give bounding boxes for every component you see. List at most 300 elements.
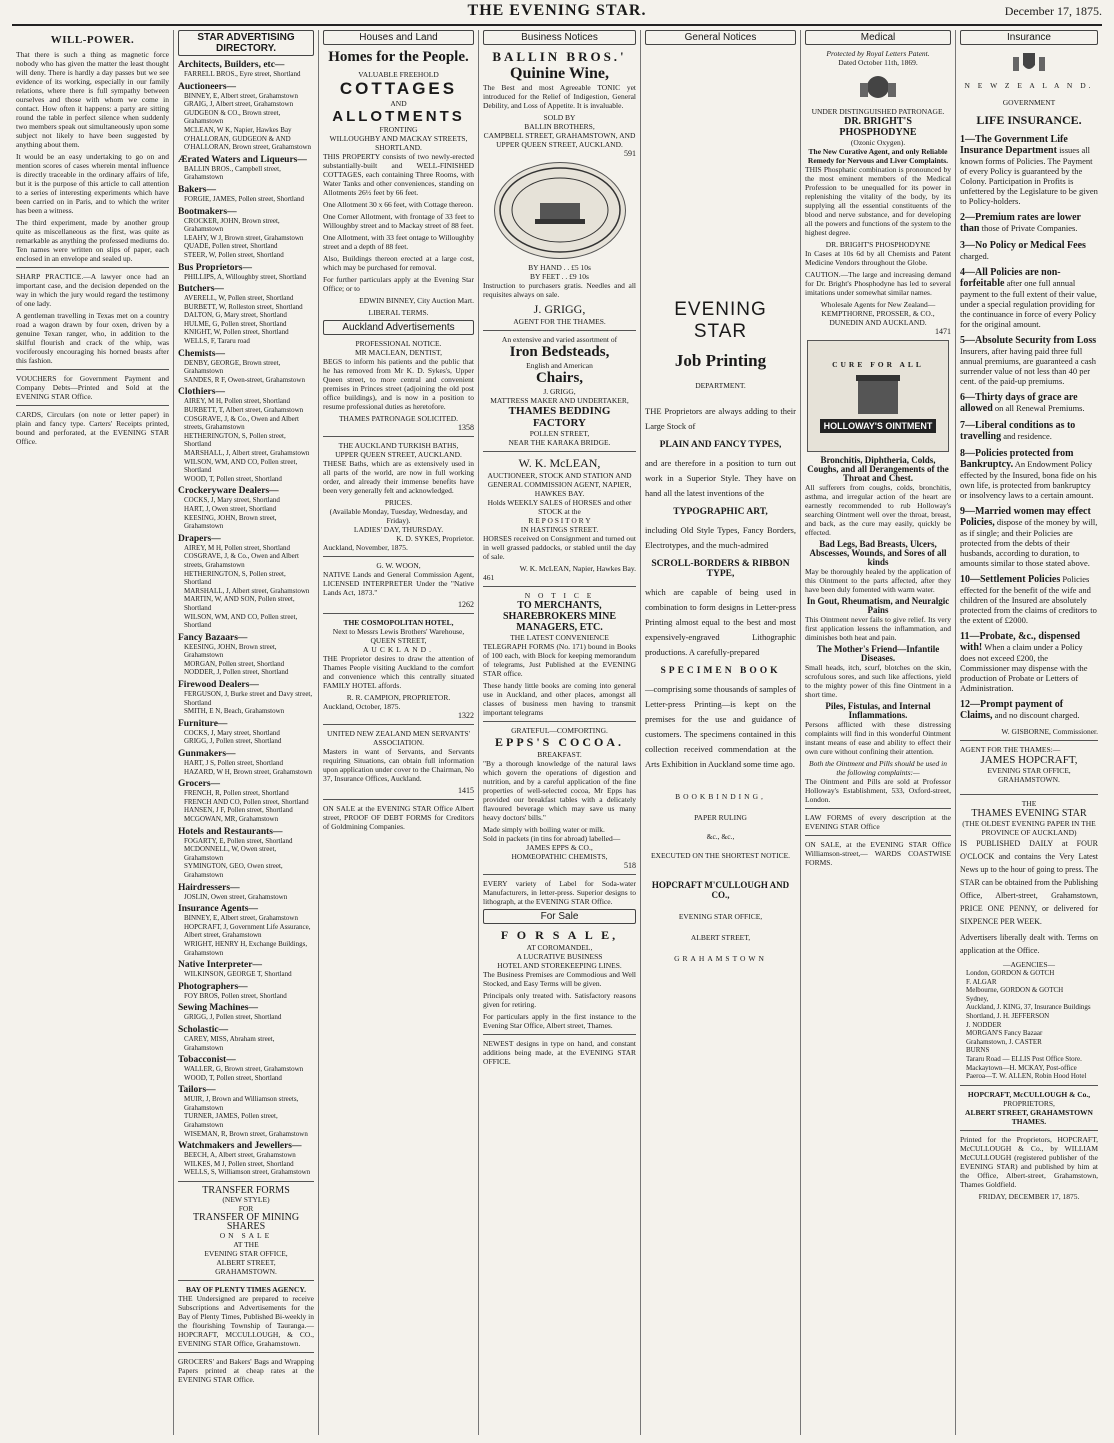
law-forms: LAW FORMS of every description at the EVENING STAR Office — [805, 813, 951, 831]
directory-entry: WOOD, T, Pollen street, Shortland — [184, 474, 282, 483]
masthead — [12, 0, 1102, 26]
directory-entry: MCDONNELL, W, Owen street, Grahamstown — [184, 845, 277, 862]
agency-entry: J. NODDER — [966, 1020, 1002, 1029]
agent-thames: AGENT FOR THE THAMES:— — [960, 745, 1061, 754]
insurance-header: Insurance — [960, 30, 1098, 45]
proprietors: PROPRIETORS, — [1003, 1098, 1055, 1108]
price-hand: BY HAND . . £5 10s — [528, 263, 591, 272]
transfer-line: EVENING STAR OFFICE, — [204, 1249, 288, 1259]
directory-category: Grocers— — [178, 779, 221, 790]
bronchitis-text: All sufferers from coughs, colds, bronchitis, asthma, and irregular action of the heart are earnestly recommended to rub Holloway's searching Ointment well over the throat, breast, and back, as the cure may easily, quickly be effected. — [805, 483, 951, 537]
made-with: Made simply with boiling water or milk. — [483, 825, 605, 834]
directory-entry: BINNEY, E, Albert street, Grahamstown — [184, 91, 298, 100]
bookbinding: BOOKBINDING, — [675, 792, 766, 801]
directory-entry: HOPCRAFT, J, Government Life Assurance, Albert street, Grahamstown — [184, 922, 311, 940]
directory-entry: PHILLIPS, A, Willoughby street, Shortland — [184, 272, 307, 281]
kempthorne-city: DUNEDIN AND AUCKLAND. — [829, 318, 927, 327]
bop-title: BAY OF PLENTY TIMES AGENCY. — [186, 1285, 306, 1295]
james-hopcraft: JAMES HOPCRAFT, — [980, 754, 1078, 766]
holloway-logo — [807, 340, 949, 452]
directory-list — [178, 60, 314, 1177]
directory-entry: WELLS, S, Williamson street, Grahamstown — [184, 1168, 311, 1177]
sewing-machine-logo — [494, 162, 626, 259]
transfer-line: FOR — [238, 1204, 254, 1214]
transfer-line: ON SALE — [219, 1231, 273, 1241]
transfer-line: TRANSFER OF MINING — [192, 1212, 300, 1224]
directory-entry: TURNER, JAMES, Pollen street, Grahamstown — [184, 1112, 278, 1130]
insurance-item — [960, 240, 1098, 261]
agency-entry: F. ALGAR — [966, 977, 997, 986]
insurance-item-text: after one full annual payment to the full extent of their value, under a special regulation providing for the continuance in force of every Policy for the original amount. — [960, 278, 1097, 329]
cosmopolitan-sub: Next to Messrs Lewis Brothers' Warehouse, QUEEN STREET, — [332, 627, 465, 645]
directory-entry: GRIGG, J, Pollen street, Shortland — [184, 1013, 282, 1022]
job-printing-title: Job Printing — [674, 351, 767, 370]
woon-text: NATIVE Lands and General Commission Agent, LICENSED INTERPRETER Under the "Native Lands Act, 1873." — [323, 570, 474, 597]
directory-entry: HART, J, Owen street, Shortland — [184, 504, 277, 513]
agency-entry: Mackaytown—H. MCKAY, Post-office — [966, 1063, 1077, 1072]
directory-entry: SYMINGTON, GEO, Owen street, Grahamstown — [184, 862, 283, 879]
binney-signature: EDWIN BINNEY, City Auction Mart. — [359, 296, 474, 305]
directory-category: Fancy Bazaars— — [178, 632, 248, 643]
directory-entry: HART, J S, Pollen street, Shortland — [184, 759, 284, 768]
directory-entry: FRENCH AND CO, Pollen street, Shortland — [184, 797, 309, 806]
insurance-item-text: charged. — [960, 251, 989, 261]
office: EVENING STAR OFFICE, — [678, 912, 763, 921]
directory-category: Insurance Agents— — [178, 904, 258, 915]
directory-entry: FOY BROS, Pollen street, Shortland — [184, 991, 287, 1000]
merchants-title: TO MERCHANTS, SHAREBROKERS MINE MANAGERS, ETC. — [502, 600, 617, 633]
homeopathic: HOMŒOPATHIC CHEMISTS, — [511, 852, 608, 861]
auckland-header: Auckland Advertisements — [323, 320, 474, 335]
directory-entry: MARSHALL, J, Albert street, Grahamstown — [184, 449, 310, 457]
ballin-address: CAMPBELL STREET, GRAHAMSTOWN, AND UPPER QUEEN STREET, AUCKLAND. — [483, 131, 636, 149]
column-insurance — [956, 30, 1102, 1435]
article-paragraph: SHARP PRACTICE.—A lawyer once had an important case, and the decision depended on the way in which the jury would regard the testimony of one lady. — [16, 272, 169, 308]
bronchitis-title: Bronchitis, Diphtheria, Colds, Coughs, and all Derangements of the Throat and Chest. — [807, 455, 949, 483]
directory-entry: LEAHY, W J, Brown street, Grahamstown — [184, 233, 304, 242]
insurance-list — [960, 134, 1098, 721]
masthead-date: December 17, 1875. — [1004, 4, 1102, 18]
column-business-notices — [479, 30, 641, 1435]
directory-entry: BEECH, A, Albert street, Grahamstown — [184, 1151, 296, 1160]
holloway-banner: HOLLOWAY'S OINTMENT — [820, 419, 937, 433]
directory-entry: JOSLIN, Owen street, Grahamstown — [184, 892, 288, 901]
insurance-item — [960, 134, 1098, 206]
directory-entry: COCKS, J, Mary street, Shortland — [184, 496, 280, 505]
directory-entry: HETHERINGTON, S, Pollen street, Shortland — [184, 431, 286, 449]
transfer-line: (NEW STYLE) — [222, 1195, 270, 1205]
turkish-title: THE AUCKLAND TURKISH BATHS, — [338, 441, 459, 450]
article-paragraph: It would be an easy undertaking to go on and mention scores of cases wherein mental influence is directly traceable in the ordinary affairs of life, but it is the purpose of this article to call attention to a series of interesting experiments which have been carried on in Paris, and to which the writer has been a witness. — [16, 152, 169, 215]
directory-entry: QUADE, Pollen street, Shortland — [184, 242, 278, 251]
caution-text: CAUTION.—The large and increasing demand for Dr. Bright's Phosphodyne has led to several imitations under somewhat similar names. — [805, 270, 951, 297]
directory-entry: WELLS, F, Tararu road — [184, 337, 250, 346]
assortment: An extensive and varied assortment of — [501, 335, 618, 344]
homes-paragraph: One Corner Allotment, with frontage of 33 feet to Willoughby street and to Mackay street of 88 feet. — [323, 212, 474, 230]
government: GOVERNMENT — [1002, 98, 1056, 107]
published-text: IS PUBLISHED DAILY at FOUR O'CLOCK and contains the Very Latest News up to the hour of going to press. The STAR can be obtained from the Publishing Office, Albert-street, Grahamstown, PRICE ONE PENNY, or delivered for SIXPENCE PER WEEK. — [960, 839, 1098, 926]
transfer-forms-ad — [178, 1186, 314, 1276]
directory-entry: DENBY, GEORGE, Brown street, Grahamstown — [184, 358, 281, 376]
coat-of-arms-icon — [1009, 49, 1049, 77]
insurance-item — [960, 448, 1098, 500]
chairs: Chairs, — [535, 370, 584, 386]
printed-text: Printed for the Proprietors, HOPCRAFT, McCULLOUGH & Co., by WILLIAM McCULLOUGH (registered publisher of the EVENING STAR) and published by him at the Office, Albert-street, Grahamstown, Thames Goldfield. — [960, 1134, 1098, 1189]
directory-entry: MCLEAN, W K, Napier, Hawkes Bay — [184, 125, 292, 134]
directory-entry: COCKS, J, Mary street, Shortland — [184, 728, 280, 737]
homes-title: Homes for the People. — [328, 49, 469, 65]
column-directory — [174, 30, 319, 1435]
mother-title: The Mother's Friend—Infantile Diseases. — [816, 644, 940, 663]
dated: Dated October 11th, 1869. — [838, 58, 918, 67]
sold-text: In Cases at 10s 6d by all Chemists and Patent Medicine Vendors throughout the Globe. — [805, 249, 951, 267]
cards-ad: CARDS, Circulars (on note or letter paper) in plain and fancy type. Carters' Receipts printed, bound and perforated, at the EVENING STAR Office. — [16, 410, 169, 446]
directory-category: Firewood Dealers— — [178, 680, 259, 691]
directory-entry: NODDER, J, Pollen street, Shortland — [184, 668, 289, 677]
transfer-line: ALBERT STREET, — [216, 1258, 276, 1268]
cottages: COTTAGES — [339, 79, 458, 98]
directory-entry: BINNEY, E, Albert street, Grahamstown — [184, 914, 298, 923]
grigg-name: J. GRIGG, — [533, 302, 586, 316]
campion-signature: R. R. CAMPION, PROPRIETOR. — [346, 693, 451, 702]
agency-entry: Tararu Road — ELLIS Post Office Store. — [966, 1054, 1082, 1063]
telegraph-text: TELEGRAPH FORMS (No. 171) bound in Books of 100 each, with Block for keeping memorandum of telegrams, Just Published at the EVENING STAR office. — [483, 642, 636, 678]
allotments: ALLOTMENTS — [332, 108, 465, 125]
insurance-item — [960, 699, 1098, 721]
directory-entry: MCGOWAN, MR, Grahamstown — [184, 815, 279, 823]
column-will-power — [12, 30, 174, 1435]
directory-header: STAR ADVERTISING DIRECTORY. — [178, 30, 314, 56]
directory-entry: DALTON, G, Mary street, Shortland — [184, 311, 287, 320]
directory-category: Bootmakers— — [178, 206, 237, 217]
insurance-item — [960, 574, 1098, 625]
directory-category: Bus Proprietors— — [178, 262, 252, 273]
insurance-item-text: dispose of the money by will, as if single; and their Policies are protected from the debts of their husbands, according to duration, to amounts similar to those stated above. — [960, 517, 1098, 568]
for-sale-title: F O R S A L E, — [500, 928, 619, 942]
directory-entry: CAREY, MISS, Abraham street, Grahamstown — [184, 1034, 275, 1052]
directory-entry: WILKES, M J, Pollen street, Shortland — [184, 1159, 294, 1168]
bright-title: DR. BRIGHT'S PHOSPHODYNE — [839, 116, 917, 138]
column-general-notices — [641, 30, 801, 1435]
evening-star-title: EVENING STAR — [674, 299, 767, 342]
article-paragraph: The third experiment, made by another group quite as miscellaneous as the first, was quite as remarkable as anything the professed mediums do. Ten names were written on slips of paper, each enclosed in an envelope and sealed up. — [16, 218, 169, 263]
agency-entry: BURNS — [966, 1046, 990, 1055]
mother-text: Small heads, itch, scurf, blotches on the skin, scrofulous sores, and such like affections, yield to the mighty power of this fine Ointment in a short time. — [805, 663, 951, 699]
insurance-item-head: 3—No Policy or Medical Fees — [960, 240, 1086, 251]
both-text: Both the Ointment and Pills should be used in the following complaints:— — [809, 759, 947, 777]
grateful: GRATEFUL—COMFORTING. — [511, 726, 608, 735]
directory-entry: WISEMAN, R, Brown street, Grahamstown — [184, 1129, 308, 1138]
directory-category: Architects, Builders, etc— — [178, 60, 285, 70]
directory-entry: MUIR, J, Brown and Williamson streets, Grahamstown — [184, 1095, 299, 1112]
friday-date: FRIDAY, DECEMBER 17, 1875. — [978, 1191, 1080, 1201]
article-paragraph: A gentleman travelling in Texas met on a country road a wagon drawn by four oxen, driven by a genuine Texan ranger, who, in addition to the skilful flourish and crack of the whip, was vociferously encouraging his horned beasts after this fashion. — [16, 311, 169, 365]
directory-entry: FRENCH, R, Pollen street, Shortland — [184, 789, 289, 798]
agency-entry: London, GORDON & GOTCH — [966, 969, 1055, 977]
vouchers-ad: VOUCHERS for Government Payment and Company Debts—Printed and Sold at the EVENING STAR Office. — [16, 374, 169, 401]
legs-title: Bad Legs, Bad Breasts, Ulcers, Abscesses, Wounds, and Sores of all kinds — [809, 539, 947, 567]
latest-convenience: THE LATEST CONVENIENCE — [510, 633, 609, 642]
insurance-item-head: 2—Premium rates are lower than — [960, 212, 1081, 234]
insurance-item-text: Policies effected for the benefit of the wife and children of the Insured are absolutely protected from the claims of creditors to the extent of £2000. — [960, 574, 1097, 625]
directory-category: Hairdressers— — [178, 882, 240, 893]
transfer-line: TRANSFER FORMS — [202, 1185, 290, 1197]
directory-entry: MARTIN, W, AND SON, Pollen street, Shortland — [184, 595, 295, 612]
including-text: including Old Style Types, Fancy Borders, Electrotypes, and the much-admired — [645, 525, 796, 550]
transfer-line: GRAHAMSTOWN. — [215, 1267, 277, 1277]
directory-category: Drapers— — [178, 533, 221, 544]
directory-category: Ærated Waters and Liqueurs— — [178, 154, 307, 165]
oldest: (THE OLDEST EVENING PAPER IN THE PROVINCE OF AUCKLAND) — [962, 819, 1096, 837]
directory-entry: KNIGHT, W, Pollen street, Shortland — [184, 328, 289, 337]
mclean-signature: W. K. McLEAN, Napier, Hawkes Bay. — [519, 564, 636, 573]
ad-number: 1262 — [458, 600, 474, 609]
liberal-terms: LIBERAL TERMS. — [368, 308, 429, 317]
grahamstown: GRAHAMSTOWN — [674, 954, 767, 963]
agency-entry: Shortland, J. H. JEFFERSON — [966, 1011, 1050, 1020]
ad-number: 518 — [624, 861, 636, 870]
turkish-sub: UPPER QUEEN STREET, AUCKLAND. — [335, 450, 462, 459]
insurance-item — [960, 506, 1098, 568]
agents: Wholesale Agents for New Zealand— — [820, 300, 936, 309]
turkish-text: THESE Baths, which are as extensively used in all parts of the world, are now in full working order, and already their immense benefits have been very generally felt and acknowledged. — [323, 459, 474, 495]
ballin-bros: BALLIN BROTHERS, — [524, 122, 595, 131]
fronting: FRONTING — [379, 125, 418, 134]
prop-address: ALBERT STREET, GRAHAMSTOWN THAMES. — [965, 1107, 1093, 1126]
directory-category: Native Interpreter— — [178, 960, 262, 971]
directory-entry: CROCKER, JOHN, Brown street, Grahamstown — [184, 216, 280, 234]
paper-ruling: PAPER RULING — [694, 813, 747, 822]
insurance-item-head: 12—Prompt payment of Claims, — [960, 699, 1064, 721]
cosmopolitan-text: THE Proprietor desires to draw the attention of Thames People visiting Auckland to the comfort and convenience which this centrally situated FAMILY HOTEL affords. — [323, 654, 474, 690]
quinine-title: Quinine Wine, — [510, 65, 609, 82]
auckland-label: AUCKLAND. — [363, 645, 434, 654]
coromandel: AT COROMANDEL, — [526, 943, 593, 952]
insurance-item-text: on all Renewal Premiums. — [994, 403, 1085, 413]
article-title: WILL-POWER. — [50, 34, 135, 46]
insurance-item-text: those of Private Companies. — [981, 223, 1078, 233]
kempthorne: KEMPTHORNE, PROSSER, & CO., — [821, 309, 935, 318]
directory-category: Auctioneers— — [178, 81, 237, 92]
medical-header: Medical — [805, 30, 951, 45]
typographic-art: TYPOGRAPHIC ART, — [673, 507, 768, 517]
insurance-item-head: 4—All Policies are non-forfeitable — [960, 267, 1061, 289]
dentist-name: MR MACLEAN, DENTIST, — [355, 348, 442, 357]
directory-entry: KEESING, JOHN, Brown street, Grahamstown — [184, 642, 277, 660]
ad-number: 591 — [624, 149, 636, 158]
bop-text: THE Undersigned are prepared to receive Subscriptions and Advertisements for the Bay of Plenty Times, Published Bi-weekly in the flourishing Township of Tauranga.— HOPCRAFT, MCCULLOUGH, & CO., EVENING STAR Office, Grahamstown. — [178, 1294, 314, 1349]
agency-entry: Grahamstown, J. CASTER — [966, 1037, 1042, 1046]
directory-category: Tailors— — [178, 1085, 216, 1096]
directory-entry: WOOD, T, Pollen street, Shortland — [184, 1073, 282, 1082]
particulars-text: For particulars apply in the first instance to the Evening Star Office, Albert street, Thames. — [483, 1012, 636, 1030]
directory-category: Tobacconist— — [178, 1055, 236, 1066]
servants-text: Masters in want of Servants, and Servants requiring Situations, can obtain full information upon application under cover to the Chairman, No 37, Insurance Offices, Auckland. — [323, 747, 474, 783]
mclean-name: W. K. McLEAN, — [518, 456, 601, 470]
insurance-item-head: 9—Married women may effect Policies, — [960, 506, 1091, 528]
handy-text: These handy little books are coming into general use in Auckland, and other places, amongst all classes of business men having to transmit important telegrams — [483, 681, 636, 717]
directory-category: Butchers— — [178, 284, 224, 295]
notice-title: N O T I C E — [524, 591, 595, 600]
directory-entry: AIREY, M H, Pollen street, Shortland — [184, 397, 291, 406]
royal-crest — [858, 71, 898, 103]
iron-bedsteads: Iron Bedsteads, — [509, 344, 610, 360]
james-epps: JAMES EPPS & CO., — [526, 843, 593, 852]
new-zealand: N E W Z E A L A N D. — [964, 81, 1094, 90]
insurance-item-head: 10—Settlement Policies — [960, 574, 1061, 585]
newest-ad: NEWEST designs in type on hand, and constant additions being made, at the EVENING STAR OFFICE. — [483, 1039, 636, 1066]
remedy: The New Curative Agent, and only Reliable Remedy for Nervous and Liver Complaints. — [807, 147, 949, 165]
insurance-item-head: 5—Absolute Security from Loss — [960, 335, 1097, 346]
agency-entry: Auckland, J. KING, 37, Insurance Buildings — [966, 1003, 1091, 1012]
piles-title: Piles, Fistulas, and Internal Inflammations. — [825, 701, 931, 720]
directory-category: Furniture— — [178, 718, 228, 729]
grahamstown: GRAHAMSTOWN. — [998, 775, 1060, 784]
horses-text: HORSES received on Consignment and turned out in well grassed paddocks, or stabled until the day of sale. — [483, 534, 636, 561]
legs-text: May be thoroughly healed by the application of this Ointment to the parts affected, after they have been duly fomented with warm water. — [805, 567, 951, 594]
directory-entry: HULME, G, Pollen street, Shortland — [184, 319, 287, 328]
directory-entry: FARRELL BROS., Eyre street, Shortland — [184, 70, 301, 78]
column-houses-land — [319, 30, 479, 1435]
directory-entry: GRAIG, J, Albert street, Grahamstown — [184, 100, 294, 109]
directory-entry: HANSEN, J F, Pollen street, Shortland — [184, 806, 293, 815]
insurance-item — [960, 420, 1098, 442]
insurance-item-text: When a claim under a Policy does not exceed £200, the Commissioner may dispense with the production of Probate or Letters of Administration. — [960, 642, 1088, 693]
english-american: English and American — [526, 361, 593, 370]
campion-date: Auckland, October, 1875. — [323, 702, 401, 711]
directory-category: Scholastic— — [178, 1024, 229, 1035]
gisborne: W. GISBORNE, Commissioner. — [1001, 727, 1098, 736]
insurance-item-head: 8—Policies protected from Bankruptcy. — [960, 448, 1074, 470]
agency-entry: Sydney, — [966, 994, 989, 1003]
insurance-item-head: 11—Probate, &c., dispensed with! — [960, 631, 1081, 653]
thames-patronage: THAMES PATRONAGE SOLICITED. — [338, 414, 459, 423]
premises-text: The Business Premises are Commodious and Well Stocked, and Easy Terms will be given. — [483, 970, 636, 988]
directory-category: Sewing Machines— — [178, 1003, 258, 1014]
grigg-agent: AGENT FOR THE THAMES. — [513, 317, 606, 326]
prof-notice: PROFESSIONAL NOTICE. — [355, 339, 442, 348]
homes-paragraph: One Allotment 30 x 66 feet, with Cottage thereon. — [323, 200, 474, 209]
directory-category: Gunmakers— — [178, 749, 236, 760]
thames-evening-star: THAMES EVENING STAR — [971, 808, 1087, 819]
near-bridge: NEAR THE KARAKA BRIDGE. — [508, 438, 611, 447]
directory-entry: KEESING, JOHN, Brown street, Grahamstown — [184, 513, 277, 531]
price-feet: BY FEET . . £9 10s — [530, 272, 589, 281]
cure-for-all: CURE FOR ALL — [832, 359, 924, 369]
sold-by: SOLD BY — [543, 113, 576, 122]
insurance-item-text: Insurers, after having paid three full annual premiums, are guaranteed a cash surrender value of not less than 40 per cent. of the paid-up premiums. — [960, 346, 1096, 386]
mclean-text: AUCTIONEER, STOCK AND STATION AND GENERAL COMMISSION AGENT, NAPIER, HAWKES BAY. — [487, 471, 632, 498]
directory-entry: COSGRAVE, J, & Co., Owen and Albert streets, Grahamstown — [184, 552, 299, 569]
directory-entry: AVERELL, W, Pollen street, Shortland — [184, 294, 294, 303]
directory-entry: STEER, W, Pollen street, Shortland — [184, 250, 284, 259]
directory-entry: GRIGG, J, Pollen street, Shortland — [184, 737, 282, 746]
insurance-item — [960, 392, 1098, 414]
ozonic: (Ozonic Oxygen). — [850, 138, 906, 147]
directory-entry: COSGRAVE, J, & Co., Owen and Albert streets, Grahamstown — [184, 414, 299, 432]
hopcraft-title: HOPCRAFT M'CULLOUGH AND CO., — [651, 880, 790, 900]
gout-title: In Gout, Rheumatism, and Neuralgic Pains — [806, 596, 950, 615]
homes-paragraph: For further particulars apply at the Evening Star Office; or to — [323, 275, 474, 293]
epps-text: "By a thorough knowledge of the natural laws which govern the operations of digestion and nutrition, and by a careful application of the fine properties of well-selected cocoa, Mr Epps has provided our breakfast tables with a delicately flavoured beverage which may save us many heavy doctors' bills." — [483, 759, 636, 822]
column-medical — [801, 30, 956, 1435]
protected: Protected by Royal Letters Patent. — [826, 49, 930, 58]
directory-entry: AIREY, M H, Pollen street, Shortland — [184, 543, 291, 552]
hotel-lines: HOTEL AND STOREKEEPING LINES. — [497, 961, 622, 970]
ointment-sold: The Ointment and Pills are sold at Professor Holloway's Establishment, 533, Oxford-street, London. — [805, 777, 951, 804]
directory-category: Bakers— — [178, 184, 216, 195]
specimen-book: SPECIMEN BOOK — [660, 666, 781, 676]
directory-entry: HETHERINGTON, S, Pollen street, Shortland — [184, 569, 286, 587]
ad-number: 1322 — [458, 711, 474, 720]
transfer-line: SHARES — [226, 1221, 266, 1233]
crest-icon — [858, 71, 898, 103]
homes-paragraph: One Allotment, with 33 feet ontage to Willoughby street and a depth of 88 feet. — [323, 233, 474, 251]
directory-entry: FORGIE, JAMES, Pollen street, Shortland — [184, 194, 304, 203]
directory-category: Photographers— — [178, 981, 248, 992]
coastwise-forms: ON SALE, at the EVENING STAR Office Williamson-street,— WARDS COASTWISE FORMS. — [805, 840, 951, 867]
life-insurance: LIFE INSURANCE. — [976, 113, 1082, 127]
breakfast: BREAKFAST. — [537, 750, 582, 759]
which-text: which are capable of being used in combination to form designs in Letter-press Printing almost equal to the best and most expensively-engraved Lithographic productions. A carefully-prepared — [645, 587, 796, 657]
directory-entry: SMITH, E N, Beach, Grahamstown — [184, 707, 285, 716]
ad-number: 1358 — [458, 423, 474, 432]
directory-entry: WILSON, WM, AND CO, Pollen street, Shortland — [184, 612, 298, 630]
proprietors-title: HOPCRAFT, McCULLOUGH & Co., — [967, 1089, 1091, 1099]
lucrative: A LUCRATIVE BUSINESS — [516, 952, 603, 961]
comprising-text: —comprising some thousands of samples of Letter-press Printing—is kept on the premises for the use and guidance of customers. The specimens contained in this collection received commendation at the Arts Exhibition in Auckland some time ago. — [645, 684, 796, 769]
albert-street: ALBERT STREET, — [690, 933, 751, 942]
agency-entry: Melbourne, GORDON & GOTCH — [966, 986, 1064, 995]
etc: &c., &c., — [706, 832, 735, 841]
dentist-text: BEGS to inform his patients and the public that he has removed from Mr K. D. Sykes's, Upper Queen street, to more central and convenient premises in Princes street (adjoining the old post office buildings), and is now in a position to resume professional duties as heretofore. — [323, 357, 474, 411]
cosmopolitan-title: THE COSMOPOLITAN HOTEL, — [343, 618, 454, 627]
sold-in: Sold in packets (in tins for abroad) labelled— — [483, 834, 621, 843]
newspaper-title: THE EVENING STAR. — [467, 2, 647, 19]
insurance-item-head: 6—Thirty days of grace are allowed — [960, 392, 1078, 414]
principals-text: Principals only treated with. Satisfactory reasons given for retiring. — [483, 991, 636, 1009]
labels-ad: EVERY variety of Label for Soda-water Manufacturers, in letter-press. Superior designs to lithograph, at the EVENING STAR Office. — [483, 879, 636, 906]
prices: PRICES. — [384, 498, 413, 507]
agency-list — [960, 969, 1098, 1081]
phosphodyne-text: THIS Phosphatic combination is pronounced by the most eminent members of the Medical Profession to be unequalled for its power in replenishing the vitality of the body, by its supplying all the essential constituents of the blood and nerve substance, and for developing all the powers and functions of the system to the highest degree. — [805, 165, 951, 237]
pollen-street: POLLEN STREET, — [529, 429, 590, 438]
directory-entry: SANDES, R F, Owen-street, Grahamstown — [184, 375, 305, 384]
patronage: UNDER DISTINGUISHED PATRONAGE. — [811, 107, 945, 116]
directory-category: Watchmakers and Jewellers— — [178, 1141, 302, 1152]
directory-entry: FOGARTY, E, Pollen street, Shortland — [184, 836, 293, 845]
bedding-factory: THAMES BEDDING FACTORY — [508, 405, 611, 429]
directory-entry: MORGAN, Pollen street, Shortland — [184, 659, 285, 668]
directory-category: Clothiers— — [178, 387, 225, 398]
agency-entry: Paeroa—T. W. ALLEN, Robin Hood Hotel — [966, 1072, 1087, 1081]
directory-entry: WALLER, G, Brown street, Grahamstown — [184, 1065, 304, 1074]
directory-entry: BALLIN BROS., Campbell street, Grahamstown — [184, 164, 281, 182]
streets: WILLOUGHBY AND MACKAY STREETS, SHORTLAND. — [329, 134, 468, 152]
directory-entry: WILKINSON, GEORGE T, Shortland — [184, 970, 292, 979]
for-sale-header: For Sale — [483, 909, 636, 924]
days: (Available Monday, Tuesday, Wednesday, and Friday). — [329, 507, 468, 525]
ladies-day: LADIES' DAY, THURSDAY. — [353, 525, 444, 534]
directory-category: Crockeryware Dealers— — [178, 486, 279, 497]
agencies-title: —AGENCIES— — [1002, 960, 1056, 969]
coat-of-arms — [1009, 49, 1049, 77]
gout-text: This Ointment never fails to give relief. Its very first application lessens the inflammation, and diminishes both heat and pain. — [805, 615, 951, 642]
ballin-title: BALLIN BROS.' — [492, 49, 627, 64]
hastings: IN HASTINGS STREET. — [520, 525, 599, 534]
ad-number: 1471 — [935, 327, 951, 336]
bright-title-2: DR. BRIGHT'S PHOSPHODYNE — [825, 240, 931, 249]
